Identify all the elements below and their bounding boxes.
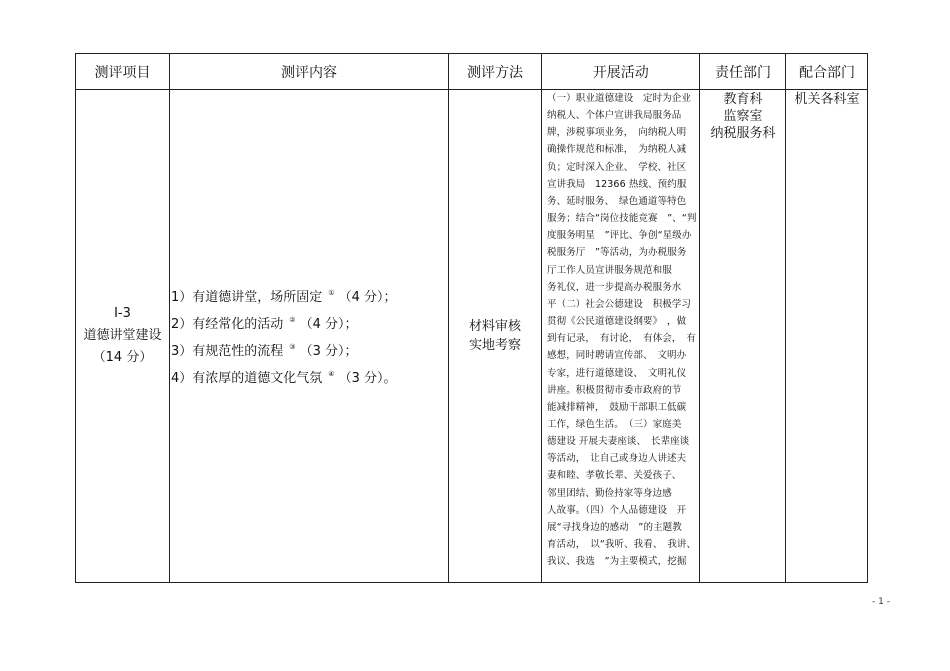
activity-line: 人故事。（四）个人品德建设 开 (547, 504, 687, 516)
dept-line: 纳税服务科 (710, 126, 776, 141)
activity-line: 贯彻《公民道德建设纲要》 ，做 (547, 316, 687, 328)
activity-line: 等活动， 让自己或身边人讲述夫 (547, 453, 687, 465)
header-cooperating-dept: 配合部门 (786, 54, 868, 90)
header-method: 测评方法 (449, 54, 542, 90)
cooperating-dept-cell (786, 90, 868, 583)
activity-line: 专家，进行道德建设、 文明礼仪 (547, 367, 687, 379)
cooperating-dept: 机关各科室 (794, 92, 860, 107)
activity-line: 邻里团结、勤俭持家等身边感 (547, 487, 672, 499)
dept-line: 教育科 (723, 92, 763, 107)
item-points: （14 分） (92, 350, 153, 365)
activity-line: 到有记录， 有讨论， 有体会， 有 (547, 333, 696, 345)
table-row (76, 90, 868, 583)
evaluation-table (75, 53, 868, 583)
header-content: 测评内容 (170, 54, 449, 90)
item-code: Ⅰ-3 (114, 306, 131, 321)
activity-line: 我议、我选 ”为主要模式，挖掘 (547, 556, 687, 568)
activity-line: 纳税人、个体户宣讲我局服务品 (547, 110, 682, 122)
header-row (76, 54, 868, 90)
method-cell (449, 90, 542, 583)
activity-line: 牌，涉税事项业务， 向纳税人明 (547, 127, 687, 139)
activity-line: 度服务明星 ”评比、争创“星级办 (547, 230, 692, 242)
page-number: - 1 - (872, 597, 890, 607)
activity-line: 宣讲我局 12366 热线、预约服 (547, 178, 687, 190)
content-cell (170, 90, 449, 583)
method-line: 实地考察 (468, 338, 521, 353)
activity-line: 德建设 开展夫妻座谈、 长辈座谈 (547, 436, 690, 448)
activity-line: （一）职业道德建设 定时为企业 (547, 93, 692, 104)
header-activities: 开展活动 (542, 54, 700, 90)
responsible-dept-cell (700, 90, 786, 583)
activity-line: 妻和睦、孝敬长辈、关爱孩子、 (547, 470, 682, 482)
activities-text (547, 90, 696, 570)
activity-line: 务、延时服务、 绿色通道等特色 (547, 195, 687, 207)
activity-line: 育活动， 以“我听、我看、 我讲、 (547, 539, 697, 551)
activity-line: 平（二）社会公德建设 积极学习 (547, 298, 692, 310)
content-line: 4）有浓厚的道德文化气氛 ④ （3 分）。 (171, 370, 397, 386)
activity-line: 能减排精神， 鼓励干部职工低碳 (547, 401, 687, 413)
activity-line: 服务；结合“岗位技能竞赛 ”、“判 (547, 213, 697, 225)
content-line: 1）有道德讲堂，场所固定 ① （4 分）； (171, 289, 397, 305)
activity-line: 税服务厅 ”等活动，为办税服务 (547, 247, 687, 259)
activity-line: 感想，同时聘请宣传部、 文明办 (547, 350, 687, 362)
activity-line: 务礼仪，进一步提高办税服务水 (547, 281, 682, 293)
method-line: 材料审核 (468, 319, 521, 334)
header-item: 测评项目 (76, 54, 170, 90)
activity-line: 负；定时深入企业、 学校、社区 (547, 161, 687, 173)
activity-line: 工作，绿色生活。 （三）家庭美 (547, 418, 682, 430)
item-name: 道德讲堂建设 (83, 328, 162, 343)
dept-line: 监察室 (723, 109, 763, 124)
activity-line: 展“寻找身边的感动 ”的主题教 (547, 521, 682, 533)
content-line: 2）有经常化的活动 ② （4 分）； (171, 316, 358, 332)
activity-line: 讲座。积极贯彻市委市政府的节 (547, 384, 682, 396)
activities-cell (542, 90, 700, 583)
header-responsible-dept: 责任部门 (700, 54, 786, 90)
activity-line: 确操作规范和标准， 为纳税人减 (547, 144, 687, 156)
activity-line: 厅工作人员宣讲服务规范和服 (547, 264, 672, 276)
content-line: 3）有规范性的流程 ③ （3 分）； (171, 343, 358, 359)
item-cell (76, 90, 170, 583)
